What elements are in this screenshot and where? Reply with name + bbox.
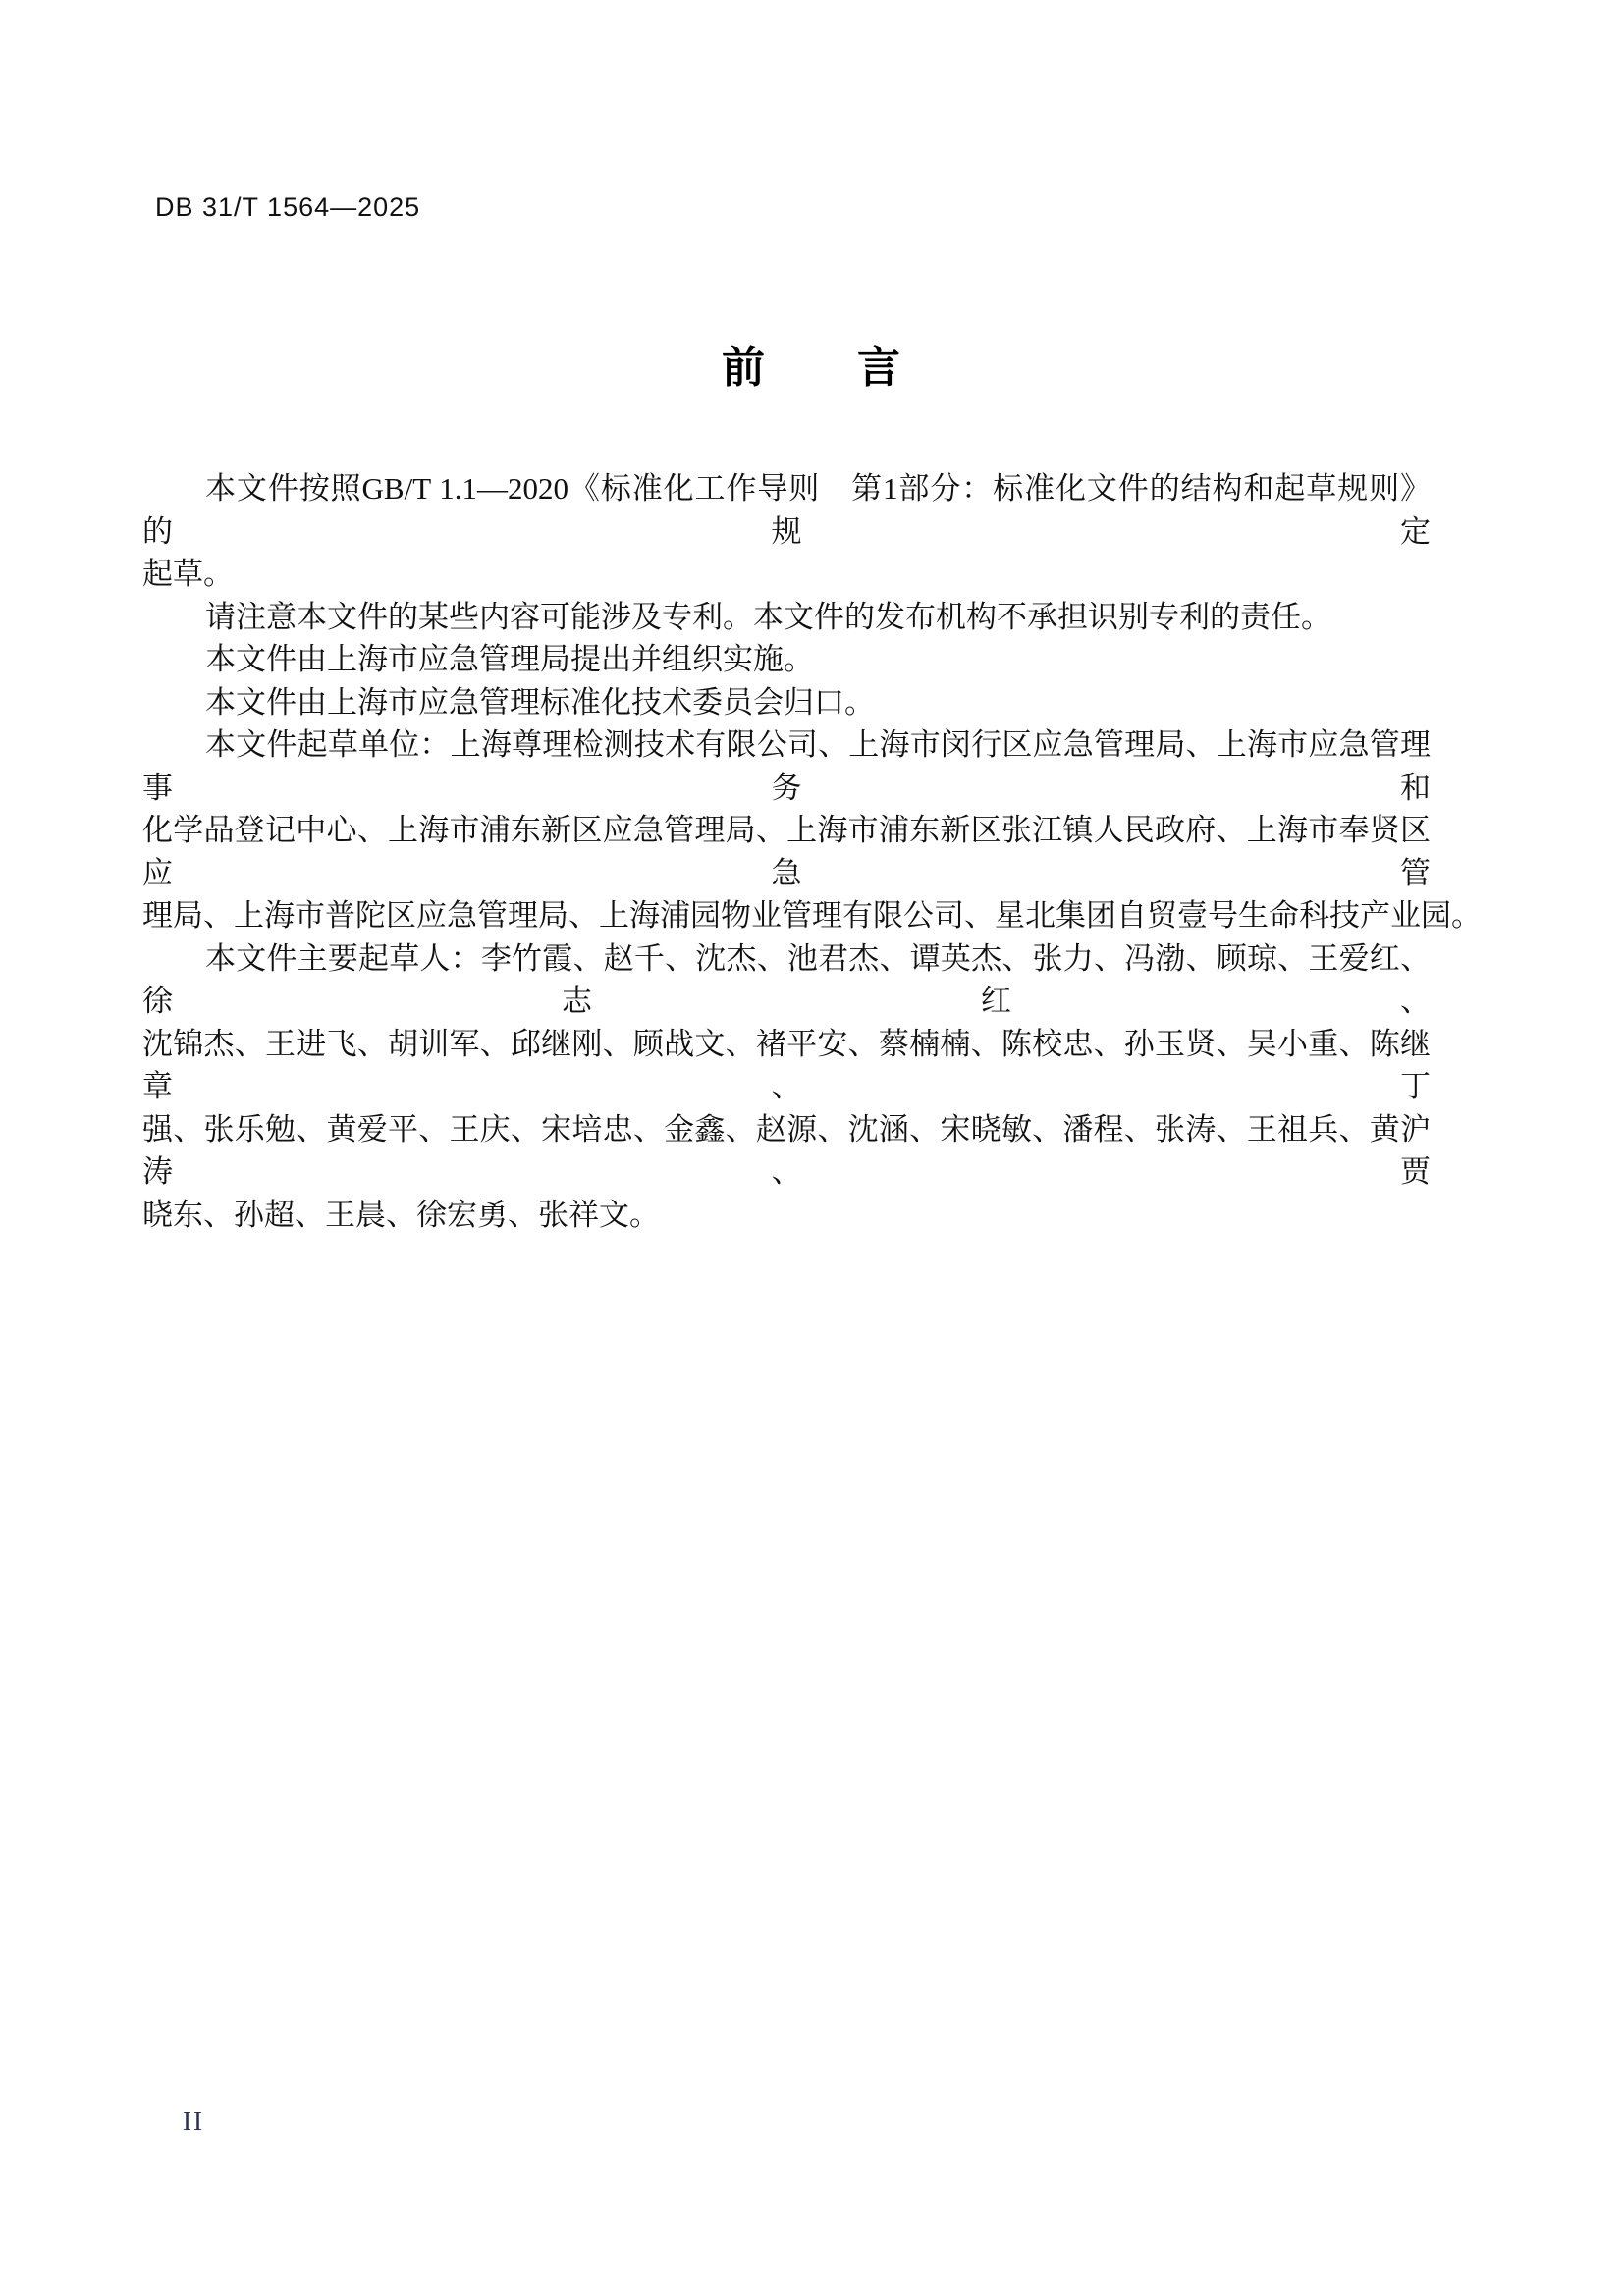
- foreword-paragraph: [142, 937, 1431, 1237]
- foreword-paragraph: [142, 596, 1431, 639]
- foreword-title: 前 言: [722, 344, 902, 392]
- standard-number-header: DB 31/T 1564—2025: [155, 192, 421, 222]
- paragraph-line: 请注意本文件的某些内容可能涉及专利。本文件的发布机构不承担识别专利的责任。: [205, 599, 1331, 634]
- foreword-body: [142, 467, 1482, 1236]
- paragraph-line: 本文件按照GB/T 1.1—2020《标准化工作导则 第1部分：标准化文件的结构和起草规则》的规定: [142, 471, 1431, 549]
- page-number: II: [183, 2107, 204, 2136]
- paragraph-line: 本文件起草单位：上海尊理检测技术有限公司、上海市闵行区应急管理局、上海市应急管理事务和: [142, 727, 1431, 805]
- paragraph-line: 强、张乐勉、黄爱平、王庆、宋培忠、金鑫、赵源、沈涵、宋晓敏、潘程、张涛、王祖兵、黄沪涛、贾: [142, 1111, 1431, 1189]
- paragraph-line: 化学品登记中心、上海市浦东新区应急管理局、上海市浦东新区张江镇人民政府、上海市奉贤区应急管: [142, 813, 1431, 890]
- foreword-paragraph: [142, 467, 1431, 596]
- paragraph-line: 晓东、孙超、王晨、徐宏勇、张祥文。: [142, 1197, 660, 1232]
- paragraph-line: 沈锦杰、王进飞、胡训军、邱继刚、顾战文、褚平安、蔡楠楠、陈校忠、孙玉贤、吴小重、陈继章、丁: [142, 1026, 1431, 1103]
- paragraph-line: 本文件由上海市应急管理标准化技术委员会归口。: [205, 684, 875, 720]
- foreword-paragraph: [142, 681, 1431, 724]
- paragraph-line: 起草。: [142, 557, 234, 591]
- paragraph-line: 理局、上海市普陀区应急管理局、上海浦园物业管理有限公司、星北集团自贸壹号生命科技产业园。: [142, 898, 1482, 933]
- foreword-paragraph: [142, 723, 1482, 937]
- foreword-paragraph: [142, 638, 1431, 681]
- paragraph-line: 本文件由上海市应急管理局提出并组织实施。: [205, 642, 814, 676]
- paragraph-line: 本文件主要起草人：李竹霞、赵千、沈杰、池君杰、谭英杰、张力、冯渤、顾琼、王爱红、徐志红、: [142, 940, 1431, 1018]
